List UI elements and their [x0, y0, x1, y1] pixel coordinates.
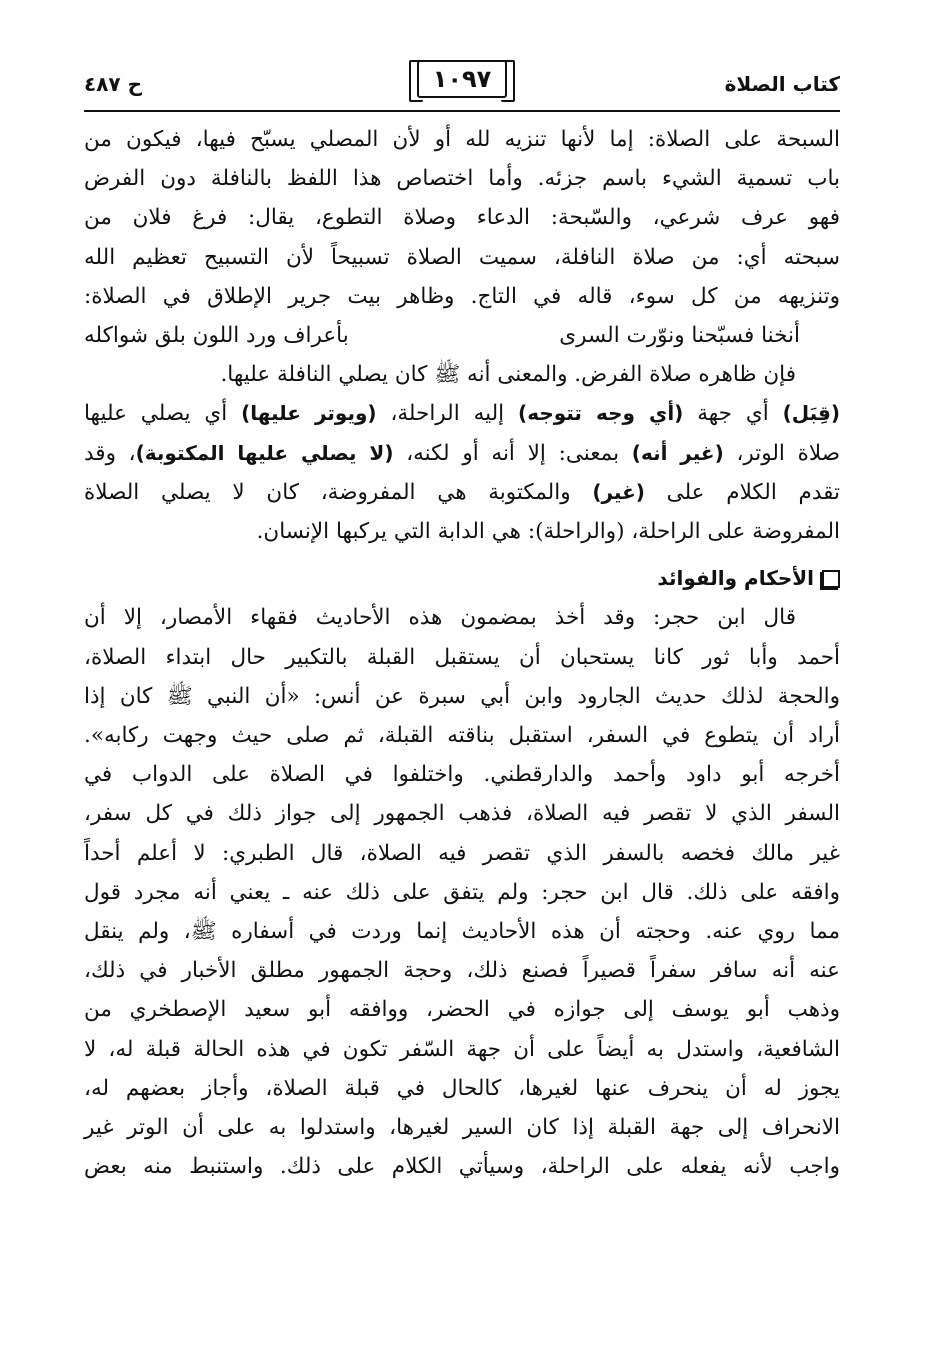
text-run: ، وقد: [84, 440, 136, 466]
text-line: باب تسمية الشيء باسم جزئه. وأما اختصاص هذا اللفظ بالنافلة دون الفرض: [84, 166, 840, 192]
text-line: [84, 473, 840, 512]
paragraph-1: [84, 120, 840, 316]
page-header: [84, 58, 840, 108]
text-run: بمعنى: إلا أنه أو لكنه،: [393, 440, 632, 466]
text-line: قال ابن حجر: وقد أخذ بمضمون هذه الأحاديث فقهاء الأمصار، إلا أن: [84, 605, 796, 631]
text-line: وافقه على ذلك. قال ابن حجر: ولم يتفق على ذلك عنه ـ يعني أنه مجرد قول: [84, 879, 840, 905]
poetry-verse: [84, 316, 840, 355]
text-line: الانحراف إلى جهة القبلة إذا كان السير لغيرها، واستدلوا به على أن الوتر غير: [84, 1115, 840, 1141]
bold-term: (لا يصلي عليها المكتوبة): [135, 440, 394, 465]
text-line: أحمد وأبا ثور كانا يستحبان أن يستقبل القبلة بالتكبير حال ابتداء الصلاة،: [84, 644, 840, 670]
bold-term: (ويوتر عليها): [241, 401, 377, 426]
text-line: يجوز له أن ينحرف عنها لغيرها، كالحال في قبلة الصلاة، وأجاز بعضهم له،: [84, 1075, 840, 1101]
text-line: واجب لأنه يفعله على الراحلة، وسيأتي الكلام على ذلك. واستنبط منه بعض: [84, 1154, 840, 1180]
page-number-box: [417, 60, 507, 98]
page-body: [84, 120, 840, 1186]
chapter-title: كتاب الصلاة: [724, 72, 840, 96]
bold-term: (أي وجه تتوجه): [518, 401, 684, 426]
text-line: الشافعية، واستدل به أيضاً على أن جهة السّفر تكون في هذه الحالة قبلة له، لا: [84, 1036, 840, 1062]
text-line: السبحة على الصلاة: إما لأنها تنزيه لله أو لأن المصلي يسبّح فيها، فيكون من: [84, 127, 840, 152]
verse-second-hemistich: بأعراف ورد اللون بلق شواكله: [84, 323, 349, 349]
text-line: السفر الذي لا تقصر فيه الصلاة، فذهب الجمهور إلى جواز ذلك في كل سفر،: [84, 801, 840, 827]
bold-term: (غير): [592, 479, 645, 504]
header-divider: [84, 110, 840, 112]
text-run: أي جهة: [683, 401, 783, 427]
text-line: والحجة لذلك حديث الجارود وابن أبي سبرة عن أنس: «أن النبي ﷺ كان إذا: [84, 683, 840, 709]
text-line: وتنزيهه من كل سوء، قاله في التاج. وظاهر بيت جرير الإطلاق في الصلاة:: [84, 283, 840, 309]
text-line: أخرجه أبو داود وأحمد والدارقطني. واختلفوا في الصلاة على الدواب في: [84, 762, 840, 788]
text-line: [84, 434, 840, 473]
text-line: عنه أنه سافر سفراً قصيراً فصنع ذلك، وحجة الجمهور مطلق الأخبار في ذلك،: [84, 958, 840, 984]
text-run: إليه الراحلة،: [376, 401, 519, 427]
text-run: صلاة الوتر،: [723, 440, 840, 466]
text-line: فإن ظاهره صلاة الفرض. والمعنى أنه ﷺ كان يصلي النافلة عليها.: [220, 362, 796, 388]
section-heading: [84, 559, 840, 598]
page-number: ١٠٩٧: [432, 65, 492, 93]
text-run: تقدم الكلام على: [644, 479, 840, 505]
text-line: سبحته أي: من صلاة النافلة، سميت الصلاة تسبيحاً لأن التسبيح تعظيم الله: [84, 244, 840, 270]
verse-first-hemistich: أنخنا فسبّحنا ونوّرت السرى: [559, 323, 800, 349]
text-run: أي يصلي عليها: [84, 401, 242, 427]
text-line: [84, 394, 840, 433]
text-line: مما روي عنه. وحجته أن هذه الأحاديث إنما وردت في أسفاره ﷺ، ولم ينقل: [84, 919, 840, 945]
bold-term: (غير أنه): [631, 440, 724, 465]
bold-term: (قِبَل): [782, 401, 840, 426]
paragraph-2: [84, 355, 840, 551]
text-line: المفروضة على الراحلة، (والراحلة): هي الدابة التي يركبها الإنسان.: [256, 519, 840, 545]
text-line: وذهب أبو يوسف إلى جوازه في الحضر، ووافقه أبو سعيد الإصطخري من: [84, 997, 840, 1023]
text-line: غير مالك فخصه بالسفر الذي تقصر فيه الصلاة، قال الطبري: لا أعلم أحداً: [84, 840, 840, 866]
paragraph-3: [84, 598, 840, 1186]
section-title: الأحكام والفوائد: [657, 566, 814, 591]
square-bullet-icon: [822, 570, 840, 588]
text-line: أراد أن يتطوع في السفر، استقبل بناقته القبلة، ثم صلى حيث وجهت ركابه».: [84, 723, 840, 749]
text-run: والمكتوبة هي المفروضة، كان لا يصلي الصلاة: [84, 479, 593, 505]
hadith-reference: ح ٤٨٧: [84, 72, 143, 96]
text-line: فهو عرف شرعي، والسّبحة: الدعاء وصلاة التطوع، يقال: فرغ فلان من: [84, 205, 840, 231]
